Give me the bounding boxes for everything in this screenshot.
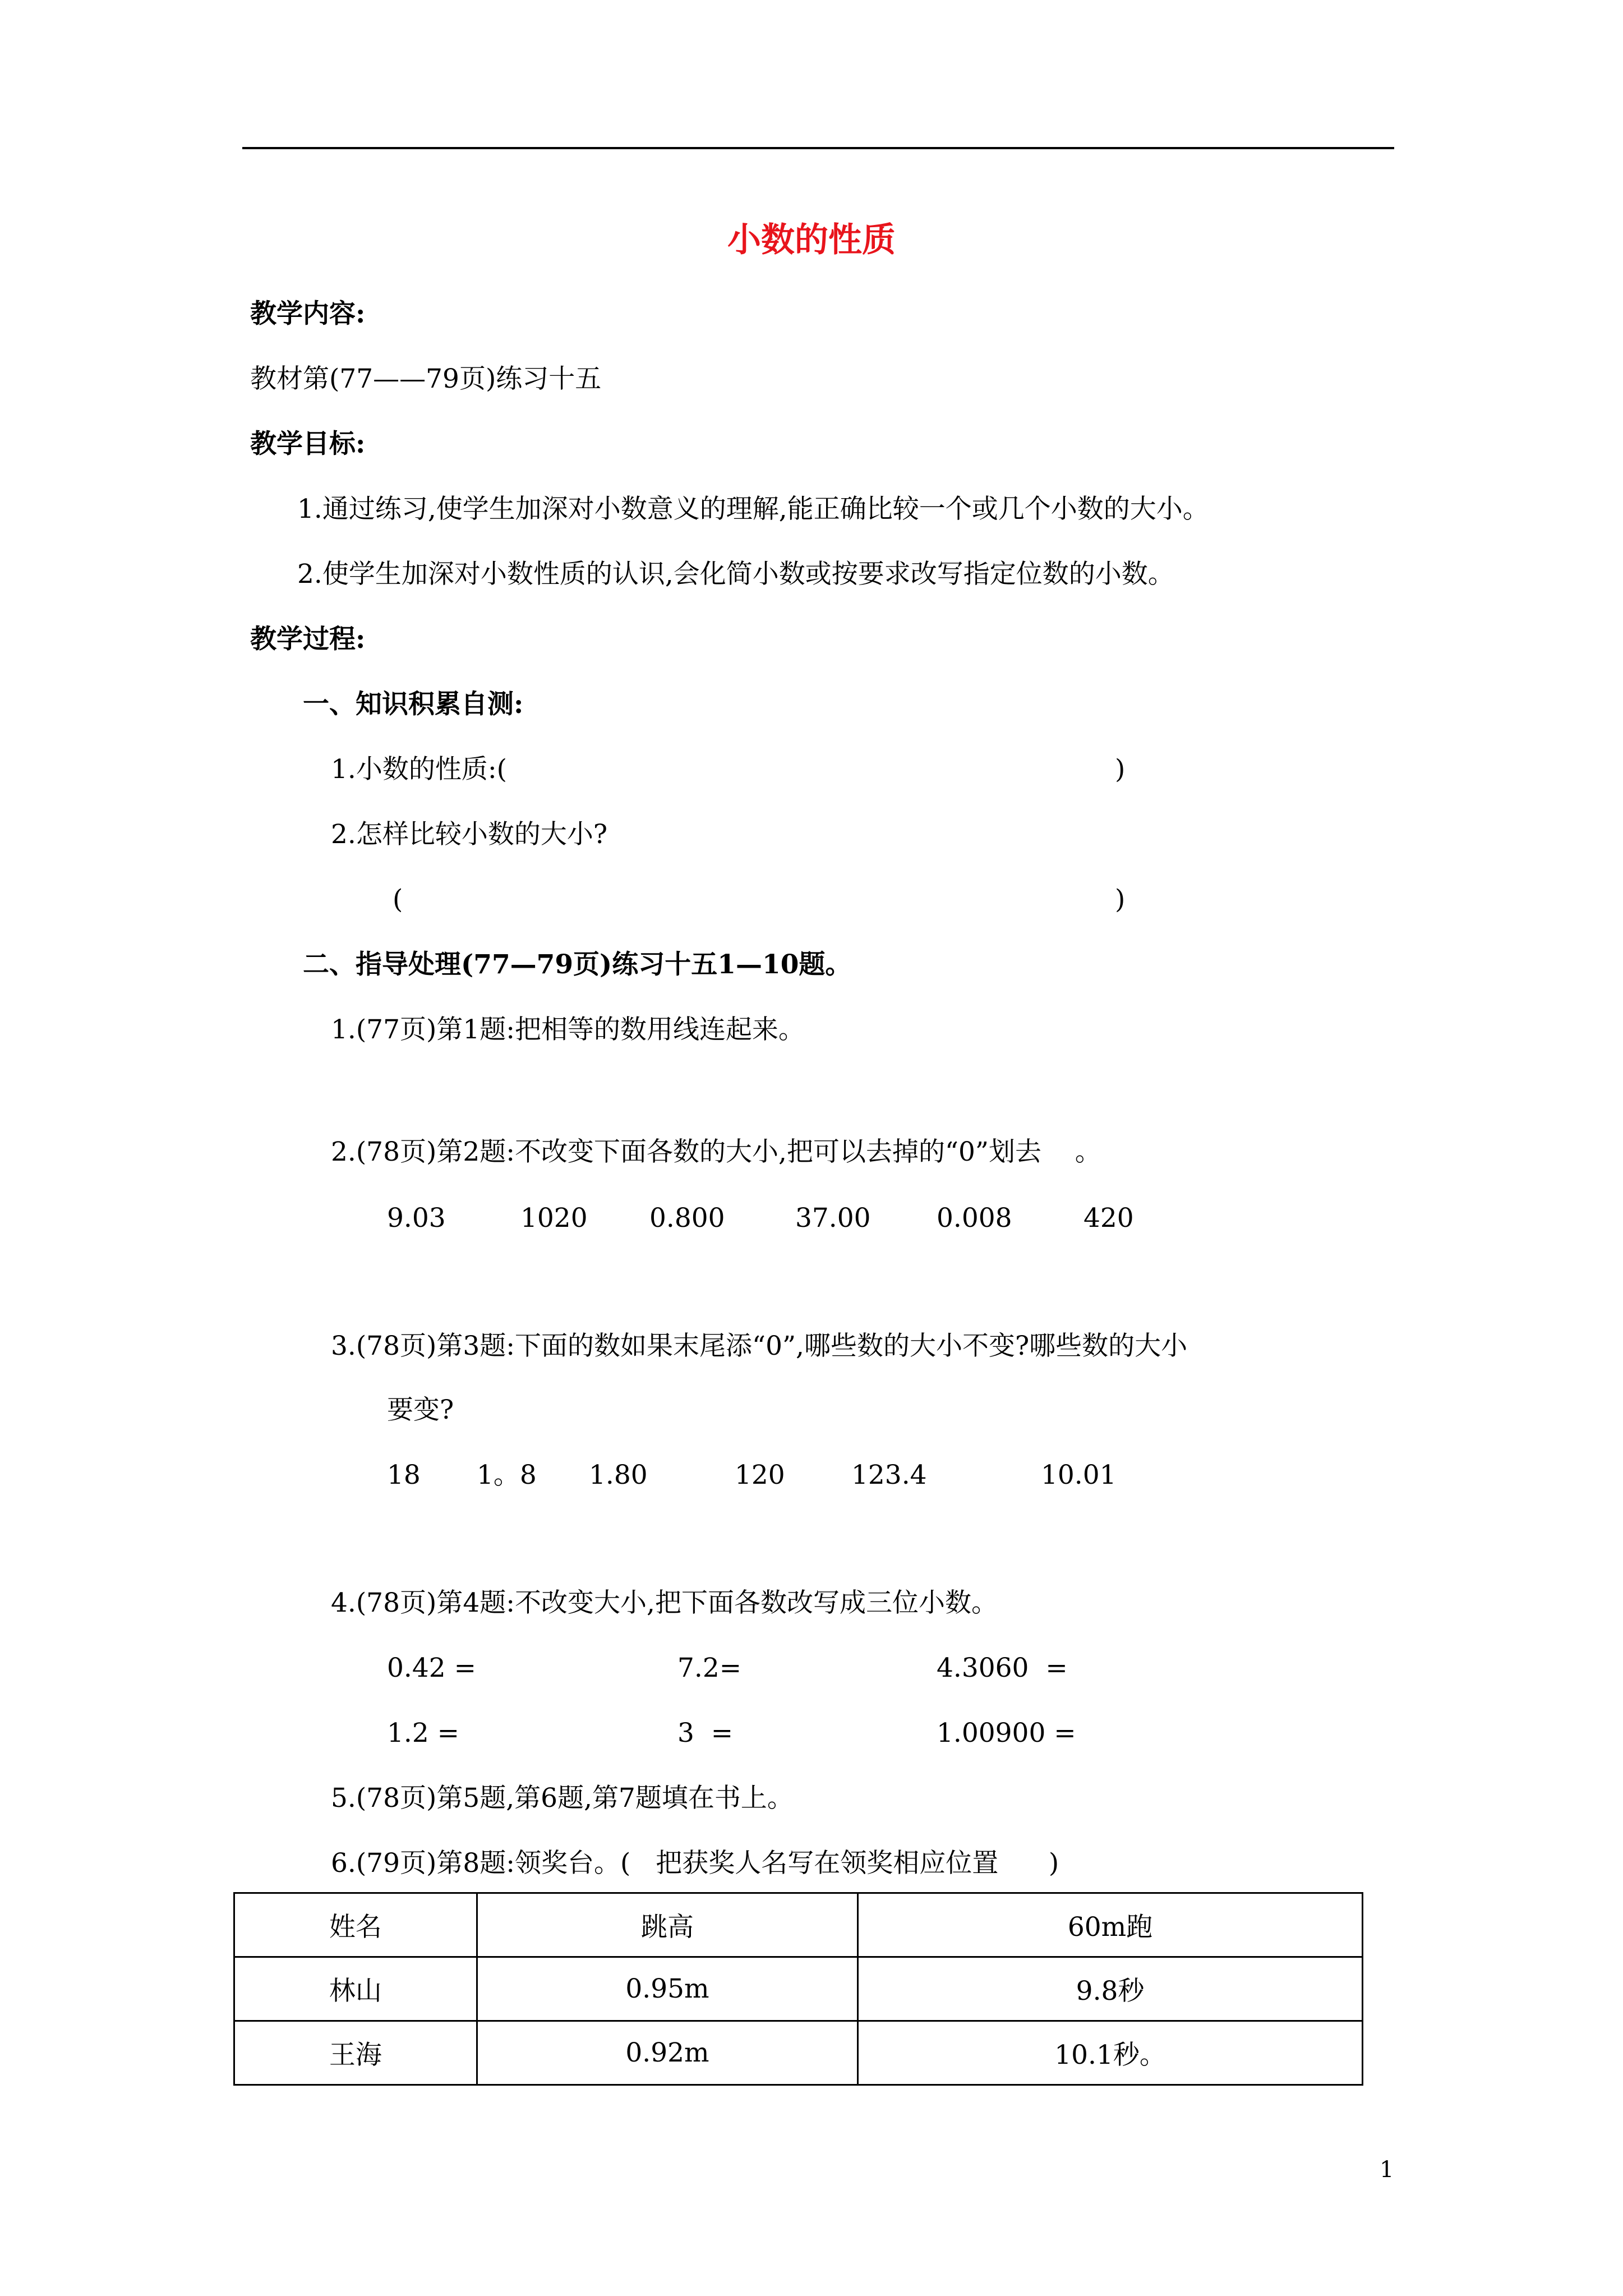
section1-q2-close: ) (1115, 884, 1126, 915)
q3-number: 120 (735, 1460, 785, 1490)
table-header-cell: 姓名 (234, 1893, 477, 1957)
table-row (234, 2021, 1363, 2085)
table-cell: 0.92m (477, 2021, 857, 2085)
section2-heading: 二、指导处理(77—79页)练习十五1—10题。 (303, 949, 852, 980)
q4-item: 0.42 = (387, 1653, 476, 1683)
q4-item: 7.2= (677, 1653, 742, 1683)
q3-number: 123.4 (851, 1460, 927, 1490)
q3-number: 18 (387, 1460, 421, 1490)
q3-number: 1。8 (477, 1460, 537, 1490)
table-header-cell: 跳高 (477, 1893, 857, 1957)
page-title: 小数的性质 (727, 220, 896, 260)
section2-q3-line2: 要变? (387, 1395, 454, 1425)
table-cell: 林山 (234, 1957, 477, 2021)
section1-heading: 一、知识积累自测: (303, 689, 524, 720)
table-cell: 0.95m (477, 1957, 857, 2021)
page-number: 1 (1380, 2157, 1394, 2183)
q4-item: 1.00900 = (937, 1718, 1076, 1749)
section2-q4: 4.(78页)第4题:不改变大小,把下面各数改写成三位小数。 (331, 1588, 998, 1618)
table-cell: 王海 (234, 2021, 477, 2085)
q2-number: 9.03 (387, 1203, 446, 1234)
awards-table (233, 1892, 1363, 2086)
q4-item: 3 = (677, 1718, 734, 1749)
table-row (234, 1957, 1363, 2021)
table-header-cell: 60m跑 (858, 1893, 1363, 1957)
section2-q1: 1.(77页)第1题:把相等的数用线连起来。 (331, 1014, 805, 1045)
process-heading: 教学过程: (250, 624, 366, 655)
q2-number: 0.008 (937, 1203, 1012, 1234)
q4-item: 1.2 = (387, 1718, 460, 1749)
goal-item-2: 2.使学生加深对小数性质的认识,会化简小数或按要求改写指定位数的小数。 (297, 559, 1174, 590)
section1-q1-close: ) (1115, 754, 1126, 785)
q3-number: 10.01 (1041, 1460, 1117, 1490)
q2-number: 0.800 (649, 1203, 725, 1234)
teaching-content: 教材第(77——79页)练习十五 (250, 364, 602, 394)
q4-item: 4.3060 = (937, 1653, 1068, 1683)
teaching-content-heading: 教学内容: (250, 298, 366, 329)
section1-q2-open: ( (393, 884, 403, 915)
section2-q6: 6.(79页)第8题:领奖台。( 把获奖人名写在领奖相应位置 ) (331, 1848, 1059, 1879)
q2-number: 1020 (520, 1203, 588, 1234)
table-header-row (234, 1893, 1363, 1957)
table-cell: 9.8秒 (858, 1957, 1363, 2021)
goal-item-1: 1.通过练习,使学生加深对小数意义的理解,能正确比较一个或几个小数的大小。 (297, 494, 1209, 524)
header-rule (242, 147, 1394, 149)
table-cell: 10.1秒。 (858, 2021, 1363, 2085)
teaching-goals-heading: 教学目标: (250, 429, 366, 459)
q2-number: 420 (1083, 1203, 1134, 1234)
q3-number: 1.80 (589, 1460, 648, 1490)
section2-q5: 5.(78页)第5题,第6题,第7题填在书上。 (331, 1783, 794, 1814)
q2-number: 37.00 (795, 1203, 871, 1234)
section2-q2: 2.(78页)第2题:不改变下面各数的大小,把可以去掉的“0”划去 。 (331, 1137, 1101, 1167)
section1-q2: 2.怎样比较小数的大小? (331, 819, 608, 850)
section1-q1: 1.小数的性质:( (331, 754, 508, 785)
section2-q3-line1: 3.(78页)第3题:下面的数如果末尾添“0”,哪些数的大小不变?哪些数的大小 (331, 1331, 1188, 1361)
